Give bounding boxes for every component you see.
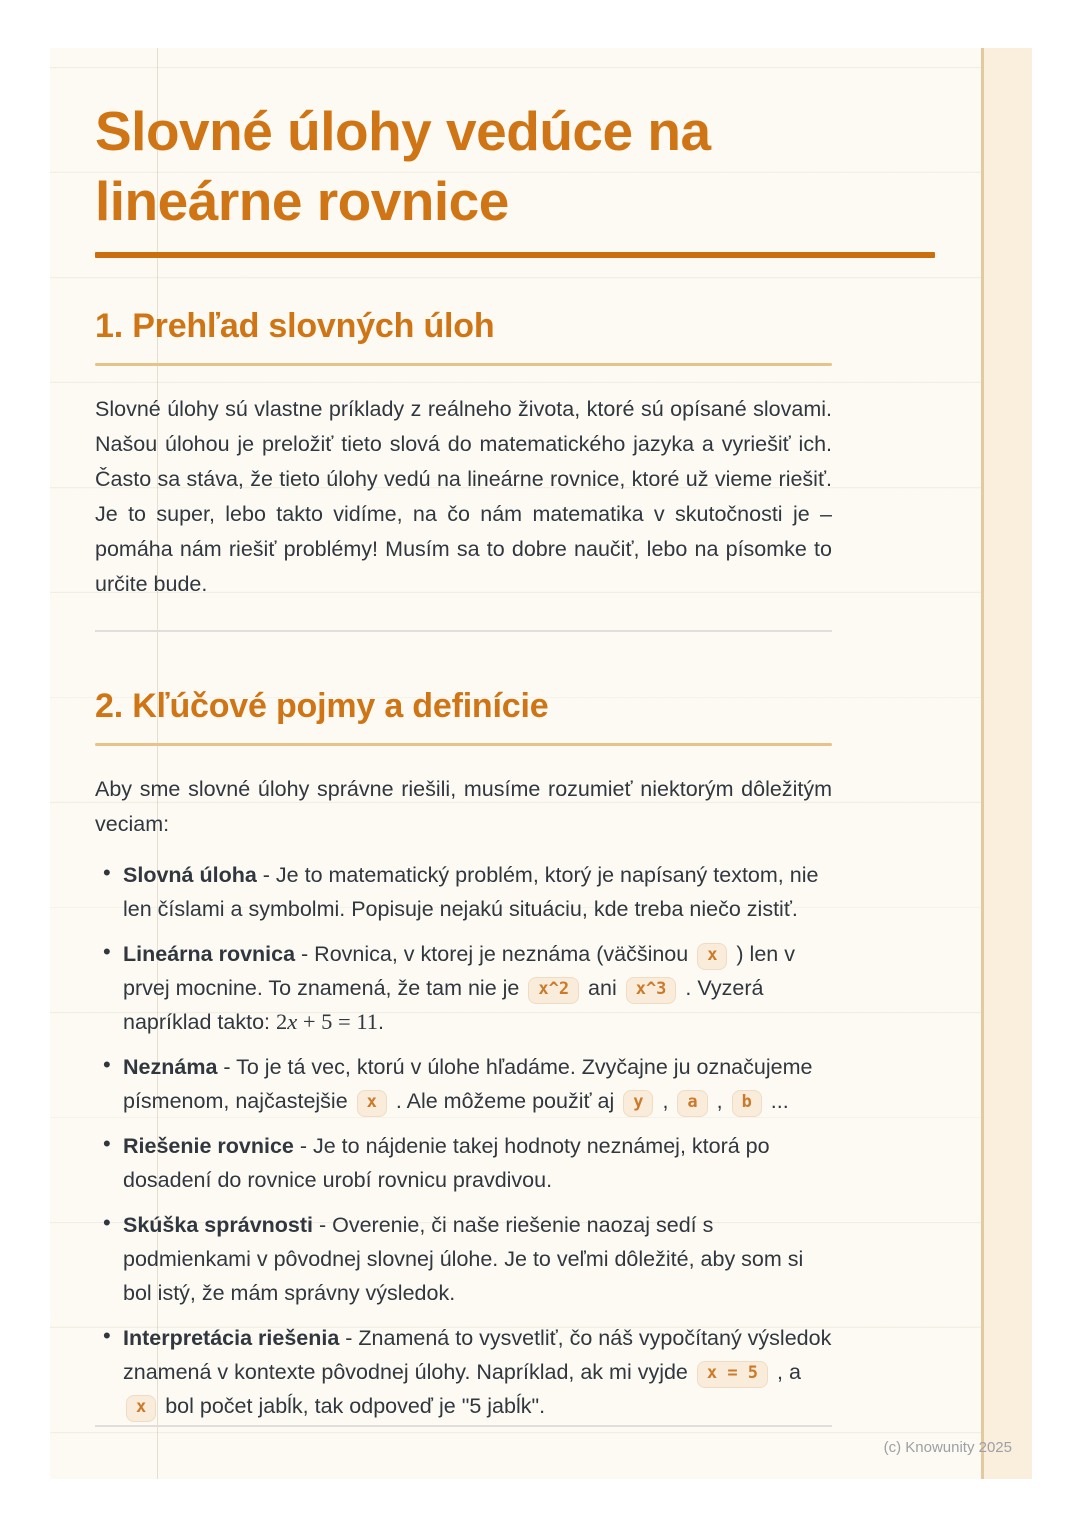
term-label: Interpretácia riešenia <box>123 1326 340 1350</box>
bullet-icon: • <box>103 1210 111 1235</box>
copyright-note: (c) Knowunity 2025 <box>883 1439 1012 1456</box>
term-definition: bol počet jabĺk, tak odpoveď je "5 jabĺk". <box>159 1394 546 1418</box>
math-rest: + 5 = 11 <box>297 1009 379 1034</box>
section2-intro: Aby sme slovné úlohy správne riešili, musíme rozumieť niektorým dôležitým veciam: <box>95 777 832 836</box>
section1-paragraph: Slovné úlohy sú vlastne príklady z reálneho života, ktoré sú opísané slovami. Našou úlohou je preložiť tieto slová do matematického jazyka a vyriešiť ich. Často sa stáva, že tieto úlohy vedú na lineárne rovnice, ktoré už vieme riešiť. Je to super, lebo takto vidíme, na čo nám matematika v skutočnosti je – pomáha nám riešiť problémy! Musím sa to dobre naučiť, lebo na písomke to určite bude. <box>95 397 832 596</box>
term-definition: , a <box>771 1360 801 1384</box>
term-label: Riešenie rovnice <box>123 1134 294 1158</box>
section2-heading: 2. Kľúčové pojmy a definície <box>95 687 549 725</box>
term-label: Skúška správnosti <box>123 1213 314 1237</box>
bullet-icon: • <box>103 1052 111 1077</box>
section2-underline <box>95 743 832 746</box>
term-label: Neznáma <box>123 1055 218 1079</box>
bullet-icon: • <box>103 1131 111 1156</box>
title-rule <box>95 252 935 258</box>
list-item-interpretacia-riesenia <box>95 1321 832 1423</box>
bullet-icon: • <box>103 939 111 964</box>
term-definition: . Ale môžeme použiť aj <box>389 1089 621 1113</box>
page-title-line1: Slovné úlohy vedúce na <box>95 100 711 162</box>
code-chip-y: y <box>623 1090 653 1117</box>
notes-card <box>50 48 1032 1479</box>
decorative-side-band <box>981 48 1032 1479</box>
section1-heading: 1. Prehľad slovných úloh <box>95 307 495 345</box>
term-definition: . <box>378 1010 385 1034</box>
code-chip-x-equals-5: x = 5 <box>697 1361 768 1388</box>
bullet-icon: • <box>103 860 111 885</box>
list-item-riesenie-rovnice <box>95 1129 832 1197</box>
term-definition: . Vyzerá napríklad takto: <box>123 976 764 1034</box>
term-definition: - Je to nájdenie takej hodnoty neznámej, ktorá po dosadení do rovnice urobí rovnicu pravdivou. <box>123 1134 770 1192</box>
term-definition: ) len v prvej mocnine. To znamená, že tam nie je <box>123 942 795 1000</box>
code-chip-b: b <box>732 1090 762 1117</box>
term-definition: ani <box>582 976 623 1000</box>
page-title <box>95 48 935 236</box>
section1-underline <box>95 363 832 366</box>
list-item-slovna-uloha <box>95 858 832 926</box>
bottom-divider <box>95 1425 832 1427</box>
key-terms-list <box>95 858 832 1423</box>
list-item-skuska-spravnosti <box>95 1208 832 1310</box>
list-item-neznama <box>95 1050 832 1118</box>
code-chip-x: x <box>126 1395 156 1422</box>
term-definition: , <box>656 1089 675 1113</box>
term-definition: - Je to matematický problém, ktorý je napísaný textom, nie len číslami a symbolmi. Popisuje nejakú situáciu, kde treba niečo zistiť. <box>123 863 819 921</box>
bullet-icon: • <box>103 1323 111 1348</box>
code-chip-x2: x^2 <box>528 977 579 1004</box>
term-definition: - To je tá vec, ktorú v úlohe hľadáme. Zvyčajne ju označujeme písmenom, najčastejšie <box>123 1055 813 1113</box>
term-label: Lineárna rovnica <box>123 942 296 966</box>
term-definition: , <box>710 1089 729 1113</box>
math-coefficient: 2 <box>275 1009 288 1034</box>
term-definition: ... <box>764 1089 789 1113</box>
code-chip-a: a <box>677 1090 707 1117</box>
term-definition: - Overenie, či naše riešenie naozaj sedí s podmienkami v pôvodnej slovnej úlohe. Je to veľmi dôležité, aby som si bol istý, že mám správny výsledok. <box>123 1213 804 1305</box>
term-definition: - Znamená to vysvetliť, čo náš vypočítaný výsledok znamená v kontexte pôvodnej úlohy. Napríklad, ak mi vyjde <box>123 1326 832 1384</box>
page-title-line2: lineárne rovnice <box>95 170 509 232</box>
section-divider <box>95 630 832 632</box>
code-chip-x3: x^3 <box>626 977 677 1004</box>
equation-2x-plus-5 <box>276 1009 378 1034</box>
list-item-linearna-rovnica <box>95 937 832 1039</box>
term-definition: - Rovnica, v ktorej je neznáma (väčšinou <box>295 942 695 966</box>
code-chip-x: x <box>357 1090 387 1117</box>
code-chip-x: x <box>697 943 727 970</box>
document-content <box>95 48 935 1434</box>
math-variable: x <box>287 1009 298 1034</box>
term-label: Slovná úloha <box>123 863 257 887</box>
